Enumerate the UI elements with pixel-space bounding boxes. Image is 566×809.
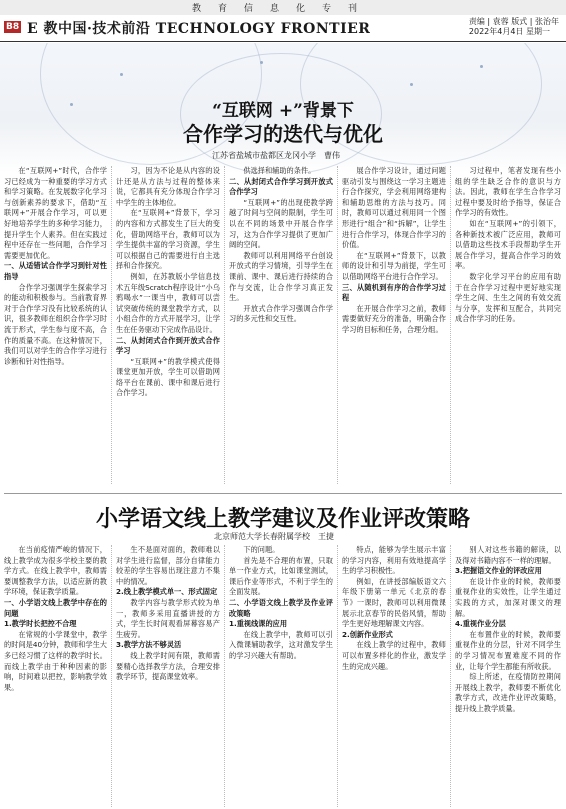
article1-column-1 xyxy=(4,166,107,484)
body-paragraph: 在开展合作学习之前，教师需要做好充分的准备，明确合作学习的目标和任务，合理分组。 xyxy=(342,303,446,334)
section-heading: 2.创新作业形式 xyxy=(342,629,393,639)
section-heading: 一、从适错试合作学习到针对性指导 xyxy=(4,261,107,281)
body-paragraph: 开放式合作学习强调合作学习的多元性和交互性。 xyxy=(229,303,333,324)
network-node xyxy=(260,61,263,64)
body-paragraph: 综上所述，在疫情防控期间开展线上教学，教师要不断优化教学方式，改进作业评改策略，提升线上教学质量。 xyxy=(455,672,561,713)
network-node xyxy=(120,73,123,76)
section-heading: 1.重视线课的应用 xyxy=(229,619,288,629)
body-paragraph: 例如，在讲授部编版语文六年级下册第一单元《北京的春节》一课时，教师可以利用微课展示北京春节的民俗风情，帮助学生更好地理解课文内容。 xyxy=(342,576,446,629)
body-paragraph: “互联网+”的教学模式使得课堂更加开放，学生可以借助网络平台在课前、课中和课后进行合作学习。 xyxy=(116,356,220,398)
section-heading: 二、小学语文线上教学及作业评改策略 xyxy=(229,597,333,618)
body-paragraph: 在“互联网+”背景下，学习的内容和方式都发生了巨大的变化，借助网络平台，教师可以为学生提供丰富的学习资源，学生可以根据自己的需要进行自主选择和合作探究。 xyxy=(116,208,220,271)
column-rule xyxy=(224,545,225,807)
column-rule xyxy=(224,166,225,484)
body-paragraph: 教师可以利用网络平台创设开放式的学习情境，引导学生在课前、课中、课后进行持续的合作与交流，让合作学习真正发生。 xyxy=(229,250,333,303)
section-heading: 三、从随机到有序的合作学习过程 xyxy=(342,282,446,303)
article1-column-2 xyxy=(116,166,220,484)
article2-column-5 xyxy=(455,545,561,807)
article2-column-2 xyxy=(116,545,220,807)
section-heading: 2.线上教学模式单一、形式固定 xyxy=(116,587,218,597)
article1-title-line1: “互联网 +”背景下 xyxy=(212,101,354,121)
page-header xyxy=(0,15,566,42)
body-paragraph: “互联网+”的出现使教学跨越了时间与空间的限制，学生可以在不同的场景中开展合作学习，这为合作学习提供了更加广阔的空间。 xyxy=(229,197,333,250)
article1-byline: 江苏省盐城市盐都区龙冈小学 曹伟 xyxy=(212,151,340,160)
article1-column-4 xyxy=(342,166,446,484)
article2-title: 小学语文线上教学建议及作业评改策略 xyxy=(95,506,470,532)
top-banner-text: 教育信息化专刊 xyxy=(191,4,374,14)
article1-column-3 xyxy=(229,166,333,484)
section-heading: 一、小学语文线上教学中存在的问题 xyxy=(4,597,107,618)
section-heading: 1.教学时长把控不合理 xyxy=(4,619,77,629)
column-rule xyxy=(450,166,451,484)
column-rule xyxy=(337,545,338,807)
section-heading: 4.重视作业分层 xyxy=(455,619,506,629)
section-heading: 3.把握语文作业的评改应用 xyxy=(455,566,542,576)
section-heading: 二、从封闭式合作学习到开放式合作学习 xyxy=(229,176,333,197)
body-paragraph: 教学内容与教学形式较为单一，教师多采用直播讲授的方式，学生长时间观看屏幕容易产生疲劳。 xyxy=(116,597,220,639)
body-paragraph: 习过程中，笔者发现有些小组的学生缺乏合作的意识与方法。因此，教师在学生合作学习过程中要及时给予指导，保证合作学习的有效性。 xyxy=(455,166,561,218)
body-paragraph: 在线上教学中，教师可以引入微课辅助教学，这对激发学生的学习兴趣大有帮助。 xyxy=(229,629,333,660)
body-paragraph: 在常规的小学课堂中，教学的时间是40分钟，教师和学生大多已经习惯了这样的教学时长。而线上教学由于种种因素的影响，时间难以把控，影响教学效果。 xyxy=(4,629,107,692)
body-paragraph: 习，因为不论是从内容的设计还是从方法与过程的整体来说，它都具有充分体现合作学习中学生的主体地位。 xyxy=(116,166,220,207)
body-paragraph: 展合作学习设计，通过问题驱动引发与围绕这一学习主题进行合作探究，学会利用网络建构和辅助思维的方法与技巧。同时，教师可以通过利用同一个图形进行“组合”和“拆解”，让学生进行合作学习，体现合作学习的价值。 xyxy=(342,166,446,250)
column-rule xyxy=(450,545,451,807)
network-node xyxy=(410,83,413,86)
body-paragraph: 首先是不合理的布置，只取单一作业方式，比如课堂测试，课后作业等形式，不利于学生的全面发展。 xyxy=(229,555,333,597)
column-rule xyxy=(337,166,338,484)
body-paragraph: 下的问题。 xyxy=(243,545,280,554)
body-paragraph: 特点，能够为学生展示丰富的学习内容，利用有效地提高学生的学习积极性。 xyxy=(342,545,446,576)
body-paragraph: 数字化学习平台的应用有助于在合作学习过程中更好地实现学生之间、生生之间的有效交流与分享，发挥和互配合，共同完成合作学习的任务。 xyxy=(455,271,561,324)
body-paragraph: 在当前疫情严峻的情况下，线上教学成为很多学校主要的教学方式。在线上教学中，教师需要调整教学方法，以适应新的教学环境，保证教学质量。 xyxy=(4,545,107,597)
article2-column-3 xyxy=(229,545,333,807)
top-banner xyxy=(0,0,566,15)
column-rule xyxy=(111,545,112,807)
body-paragraph: 供选择和辅助的条件。 xyxy=(243,166,316,175)
article2-column-1 xyxy=(4,545,107,807)
body-paragraph: 别人对这些书籍的解读，以及得对书籍内容不一样的理解。 xyxy=(455,545,561,565)
body-paragraph: 在布置作业的时候，教师要重视作业的分层，针对不同学生的学习情况布置难度不同的作业，让每个学生都能有所收获。 xyxy=(455,629,561,671)
section-heading: 二、从封闭式合作到开放式合作学习 xyxy=(116,335,220,356)
article2-byline: 北京师范大学长春附属学校 王捷 xyxy=(214,532,334,541)
issue-date: 2022年4月4日 星期一 xyxy=(468,27,550,36)
article-divider xyxy=(4,493,562,494)
section-heading: 3.教学方法不够灵活 xyxy=(116,640,182,650)
body-paragraph: 生不是面对面的，教师难以对学生进行监督，部分自律能力较差的学生容易出现注意力不集中的情况。 xyxy=(116,545,220,586)
page-number-badge: B8 xyxy=(6,22,20,32)
network-node xyxy=(480,65,483,68)
editor-credits: 责编 | 袁蓉 版式 | 张治年 xyxy=(468,17,559,26)
body-paragraph: 如在“互联网+”的引领下，各种新技术被广泛应用，教师可以借助这些技术手段帮助学生开展合作学习，提高合作学习的效率。 xyxy=(455,218,561,271)
issue-info xyxy=(469,17,559,37)
body-paragraph: 在线上教学的过程中，教师可以布置多样化的作业，激发学生的完成兴趣。 xyxy=(342,640,446,671)
body-paragraph: 例如，在苏教版小学信息技术五年级Scratch程序设计“小乌鸦喝水”一课当中，教师可以尝试突破传统的课堂教学方式，以小组合作的方式开展学习，让学生在任务驱动下完成作品设计。 xyxy=(116,271,220,334)
article1-title-line2: 合作学习的迭代与优化 xyxy=(183,122,383,146)
article1-column-5 xyxy=(455,166,561,484)
body-paragraph: 线上教学时间有限，教师需要精心选择教学方法，合理安排教学环节，提高课堂效率。 xyxy=(116,650,220,682)
section-masthead: E 教中国·技术前沿 TECHNOLOGY FRONTIER xyxy=(27,21,371,37)
body-paragraph: 在“互联网+”时代，合作学习已经成为一种重要的学习方式和学习策略。在发展数字化学习与创新素养的要求下，借助“互联网+”开展合作学习，可以更好地培养学生的多种学习能力，提升学生个人素养。但在实践过程中还存在一些问题，合作学习需要更加优化。 xyxy=(4,166,107,260)
body-paragraph: 在设计作业的时候，教师要重视作业的实效性，让学生通过实践的方式，加深对课文的理解。 xyxy=(455,576,561,618)
body-paragraph: 在“互联网+”背景下，以教师的设计和引导为前提，学生可以借助网络平台进行合作学习。 xyxy=(342,250,446,281)
column-rule xyxy=(111,166,112,484)
body-paragraph: 合作学习强调学生探索学习的能动和积极参与。当前教育界对于合作学习没有比较系统的认识，很多教师在组织合作学习时流于形式，学生参与度不高，合作的质量不高。在这种情况下，我们可以对学生的合作学习进行诊断和针对性指导。 xyxy=(4,282,107,366)
article2-column-4 xyxy=(342,545,446,807)
